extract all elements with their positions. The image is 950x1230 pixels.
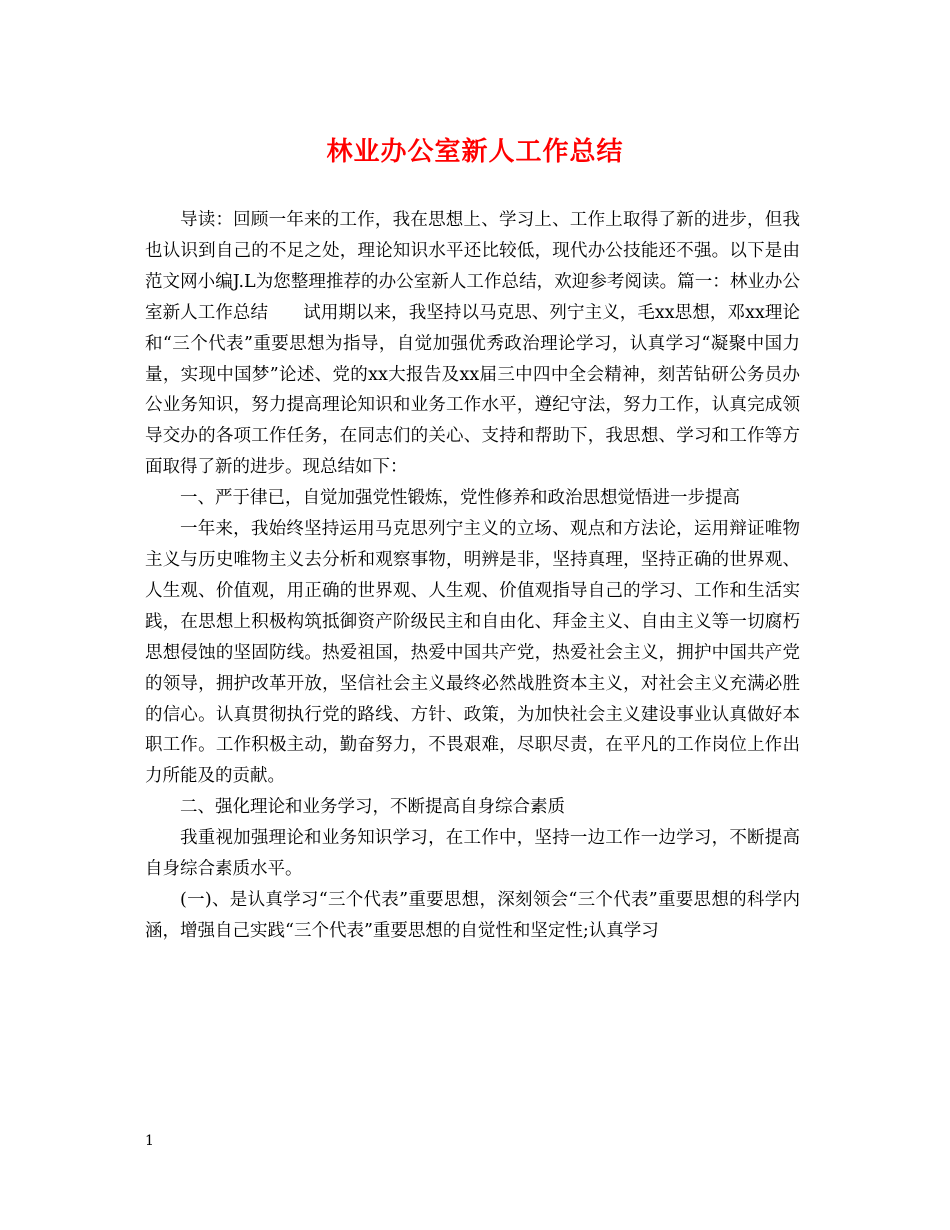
paragraph-section-1: 一年来，我始终坚持运用马克思列宁主义的立场、观点和方法论，运用辩证唯物主义与历史唯物主义去分析和观察事物，明辨是非，坚持真理，坚持正确的世界观、人生观、价值观，用正确的世界观、人生观、价值观指导自己的学习、工作和生活实践，在思想上积极构筑抵御资产阶级民主和自由化、拜金主义、自由主义等一切腐朽思想侵蚀的坚固防线。热爱祖国，热爱中国共产党，热爱社会主义，拥护中国共产党的领导，拥护改革开放，坚信社会主义最终必然战胜资本主义，对社会主义充满必胜的信心。认真贯彻执行党的路线、方针、政策，为加快社会主义建设事业认真做好本职工作。工作积极主动，勤奋努力，不畏艰难，尽职尽责，在平凡的工作岗位上作出力所能及的贡献。 — [145, 519, 800, 787]
section-heading-1: 一、严于律已，自觉加强党性锻炼，党性修养和政治思想觉悟进一步提高 — [180, 488, 740, 509]
document-body — [145, 205, 800, 947]
section-heading-2: 二、强化理论和业务学习，不断提高自身综合素质 — [180, 797, 565, 818]
document-title: 林业办公室新人工作总结 — [326, 137, 624, 167]
paragraph-intro: 导读：回顾一年来的工作，我在思想上、学习上、工作上取得了新的进步，但我也认识到自己的不足之处，理论知识水平还比较低，现代办公技能还不强。以下是由范文网小编J.L为您整理推荐的办公室新人工作总结，欢迎参考阅读。篇一：林业办公室新人工作总结 试用期以来，我坚持以马克思、列宁主义，毛xx思想，邓xx理论和“三个代表”重要思想为指导，自觉加强优秀政治理论学习，认真学习“凝聚中国力量，实现中国梦”论述、党的xx大报告及xx届三中四中全会精神，刻苦钻研公务员办公业务知识，努力提高理论知识和业务工作水平，遵纪守法，努力工作，认真完成领导交办的各项工作任务，在同志们的关心、支持和帮助下，我思想、学习和工作等方面取得了新的进步。现总结如下： — [145, 210, 800, 478]
paragraph-subsection-1: (一)、是认真学习“三个代表”重要思想，深刻领会“三个代表”重要思想的科学内涵，增强自己实践“三个代表”重要思想的自觉性和坚定性;认真学习 — [145, 889, 800, 941]
page-number: 1 — [145, 1133, 154, 1149]
paragraph-section-2: 我重视加强理论和业务知识学习，在工作中，坚持一边工作一边学习，不断提高自身综合素质水平。 — [145, 828, 800, 880]
